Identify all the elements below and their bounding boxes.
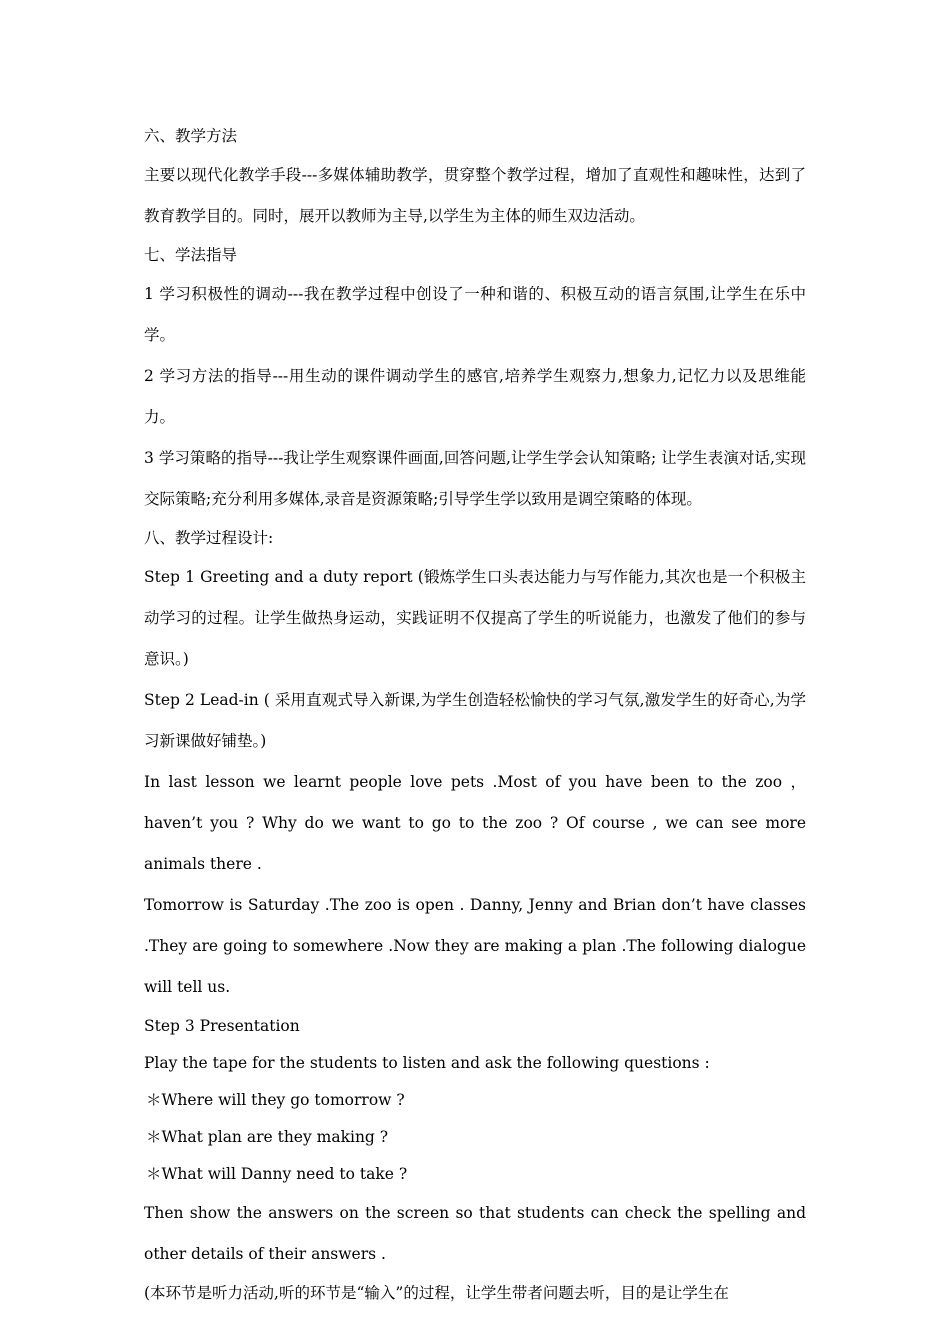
paragraph-learning-methods: 2 学习方法的指导---用生动的课件调动学生的感官,培养学生观察力,想象力,记忆力以及思维能力。	[144, 367, 806, 426]
question-item: ＊Where will they go tomorrow ?	[146, 1091, 405, 1109]
paragraph-play-tape: Play the tape for the students to listen and ask the following questions :	[144, 1054, 710, 1072]
paragraph-tomorrow: Tomorrow is Saturday .The zoo is open . Danny, Jenny and Brian don’t have classes .They are going to somewhere .Now they are making a plan .The following dialogue will tell us.	[144, 896, 806, 996]
paragraph-learning-motivation: 1 学习积极性的调动---我在教学过程中创设了一种和谐的、积极互动的语言氛围,让学生在乐中学。	[144, 285, 806, 344]
paragraph-listening-note: (本环节是听力活动,听的环节是“输入”的过程，让学生带者问题去听，目的是让学生在	[144, 1284, 729, 1302]
paragraph-learning-strategies: 3 学习策略的指导---我让学生观察课件画面,回答问题,让学生学会认知策略; 让学生表演对话,实现交际策略;充分利用多媒体,录音是资源策略;引导学生学以致用是调空策略的体现。	[144, 449, 806, 508]
paragraph-show-answers: Then show the answers on the screen so that students can check the spelling and other details of their answers .	[144, 1204, 806, 1263]
section-heading-study-guidance: 七、学法指导	[144, 246, 238, 264]
section-heading-teaching-method: 六、教学方法	[144, 127, 238, 145]
section-heading-teaching-process: 八、教学过程设计:	[144, 529, 274, 547]
document-body	[144, 118, 806, 1312]
paragraph-step-3: Step 3 Presentation	[144, 1017, 300, 1035]
paragraph-teaching-method: 主要以现代化教学手段---多媒体辅助教学，贯穿整个教学过程，增加了直观性和趣味性，达到了教育教学目的。同时，展开以教师为主导,以学生为主体的师生双边活动。	[144, 166, 806, 225]
question-item: ＊What will Danny need to take ?	[146, 1165, 408, 1183]
question-item: ＊What plan are they making ?	[146, 1128, 389, 1146]
paragraph-step-1: Step 1 Greeting and a duty report (锻炼学生口头表达能力与写作能力,其次也是一个积极主动学习的过程。让学生做热身运动，实践证明不仅提高了学生的听说能力，也激发了他们的参与意识。)	[144, 568, 806, 668]
paragraph-last-lesson: In last lesson we learnt people love pets .Most of you have been to the zoo ， haven’t you ? Why do we want to go to the zoo ? Of course , we can see more animals there .	[144, 773, 806, 873]
paragraph-step-2: Step 2 Lead-in ( 采用直观式导入新课,为学生创造轻松愉快的学习气氛,激发学生的好奇心,为学习新课做好铺垫。)	[144, 691, 806, 750]
